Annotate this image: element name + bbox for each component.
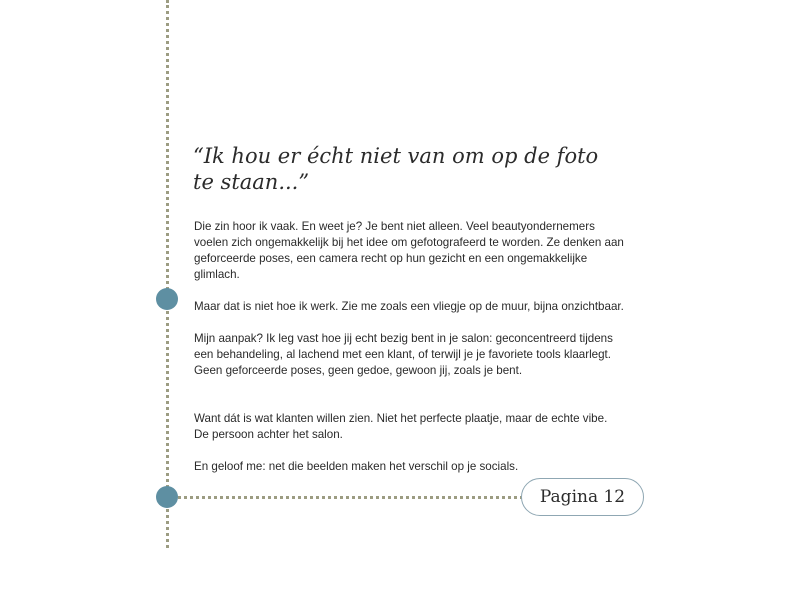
horizontal-dotted-line <box>178 496 523 499</box>
vertical-dotted-line <box>166 0 169 548</box>
timeline-dot-icon <box>156 486 178 508</box>
timeline-dot-icon <box>156 288 178 310</box>
page-number-badge: Pagina 12 <box>521 478 644 516</box>
paragraph: Die zin hoor ik vaak. En weet je? Je bent niet alleen. Veel beautyondernemers voelen zich ongemakkelijk bij het idee om gefotografeerd te worden. Ze denken aan geforceerde poses, een camera recht op hun gezicht en een ongemakkelijke glimlach. <box>194 220 624 281</box>
paragraph: En geloof me: net die beelden maken het verschil op je socials. <box>194 460 519 473</box>
paragraph: Mijn aanpak? Ik leg vast hoe jij echt bezig bent in je salon: geconcentreerd tijdens een behandeling, al lachend met een klant, of terwijl je je favoriete tools klaarlegt. Geen geforceerde poses, geen gedoe, gewoon jij, zoals je bent. <box>194 332 613 377</box>
paragraph: Want dát is wat klanten willen zien. Niet het perfecte plaatje, maar de echte vibe. De persoon achter het salon. <box>194 412 608 441</box>
page-title: “Ik hou er écht niet van om op de foto te staan...” <box>193 144 599 194</box>
paragraph: Maar dat is niet hoe ik werk. Zie me zoals een vliegje op de muur, bijna onzichtbaar. <box>194 300 624 313</box>
body-text <box>194 219 624 475</box>
